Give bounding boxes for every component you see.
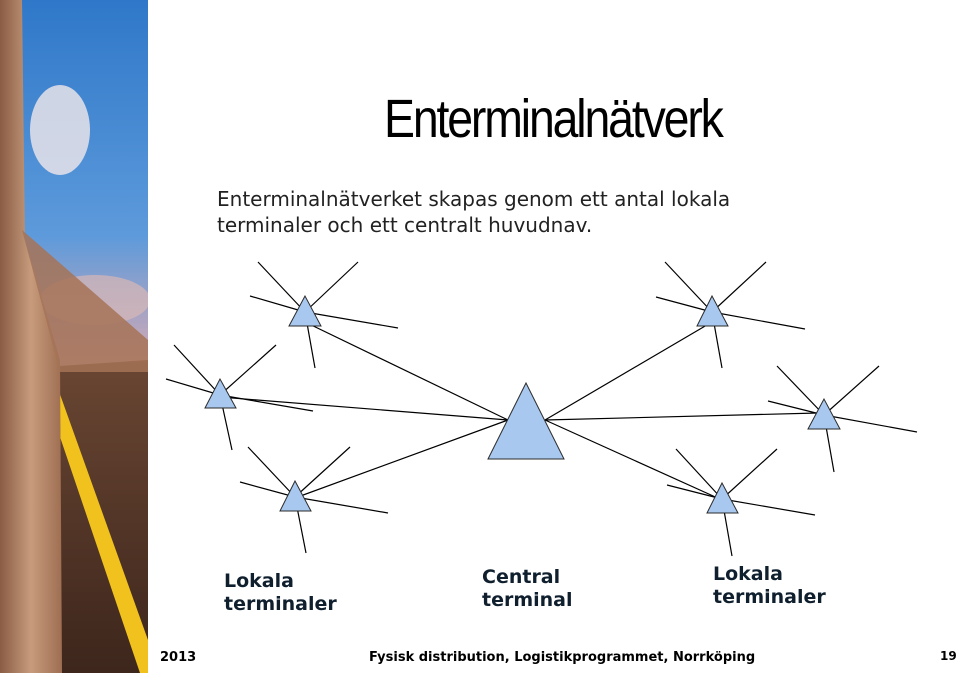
spoke-line	[220, 397, 508, 420]
label-local-terminals-left	[224, 570, 337, 616]
label-line: terminaler	[713, 586, 826, 608]
footer-course: Fysisk distribution, Logistikprogrammet, Norrköping	[369, 650, 756, 665]
local-line	[174, 345, 220, 395]
spoke-line	[545, 420, 722, 500]
local-line	[295, 447, 350, 497]
local-line	[712, 262, 766, 312]
local-line	[768, 401, 824, 415]
slide-title: Enterminalnätverk	[384, 89, 722, 149]
local-line	[258, 262, 305, 312]
local-line	[305, 262, 358, 312]
page-number: 19	[940, 649, 957, 663]
local-line	[248, 447, 295, 497]
local-line	[240, 482, 295, 497]
local-line	[824, 366, 879, 415]
label-line: terminal	[482, 589, 573, 611]
spoke-line	[545, 413, 818, 420]
label-central-terminal	[482, 566, 573, 612]
spoke-line	[545, 322, 712, 420]
central-terminal-triangle	[488, 383, 564, 459]
intro-line-2: terminaler och ett centralt huvudnav.	[217, 213, 593, 237]
intro-line-1: Enterminalnätverket skapas genom ett antal lokala	[217, 187, 731, 211]
local-line	[656, 297, 712, 312]
local-line	[777, 366, 824, 415]
label-local-terminals-right	[713, 563, 826, 609]
local-line	[676, 449, 722, 499]
local-line	[722, 449, 777, 499]
local-line	[220, 345, 276, 395]
local-line	[665, 262, 712, 312]
label-line: Lokala	[224, 570, 294, 592]
spoke-line	[305, 322, 508, 420]
label-line: terminaler	[224, 593, 337, 615]
label-line: Lokala	[713, 563, 783, 585]
spoke-line	[295, 420, 508, 498]
footer-year: 2013	[160, 650, 197, 665]
label-line: Central	[482, 566, 561, 588]
